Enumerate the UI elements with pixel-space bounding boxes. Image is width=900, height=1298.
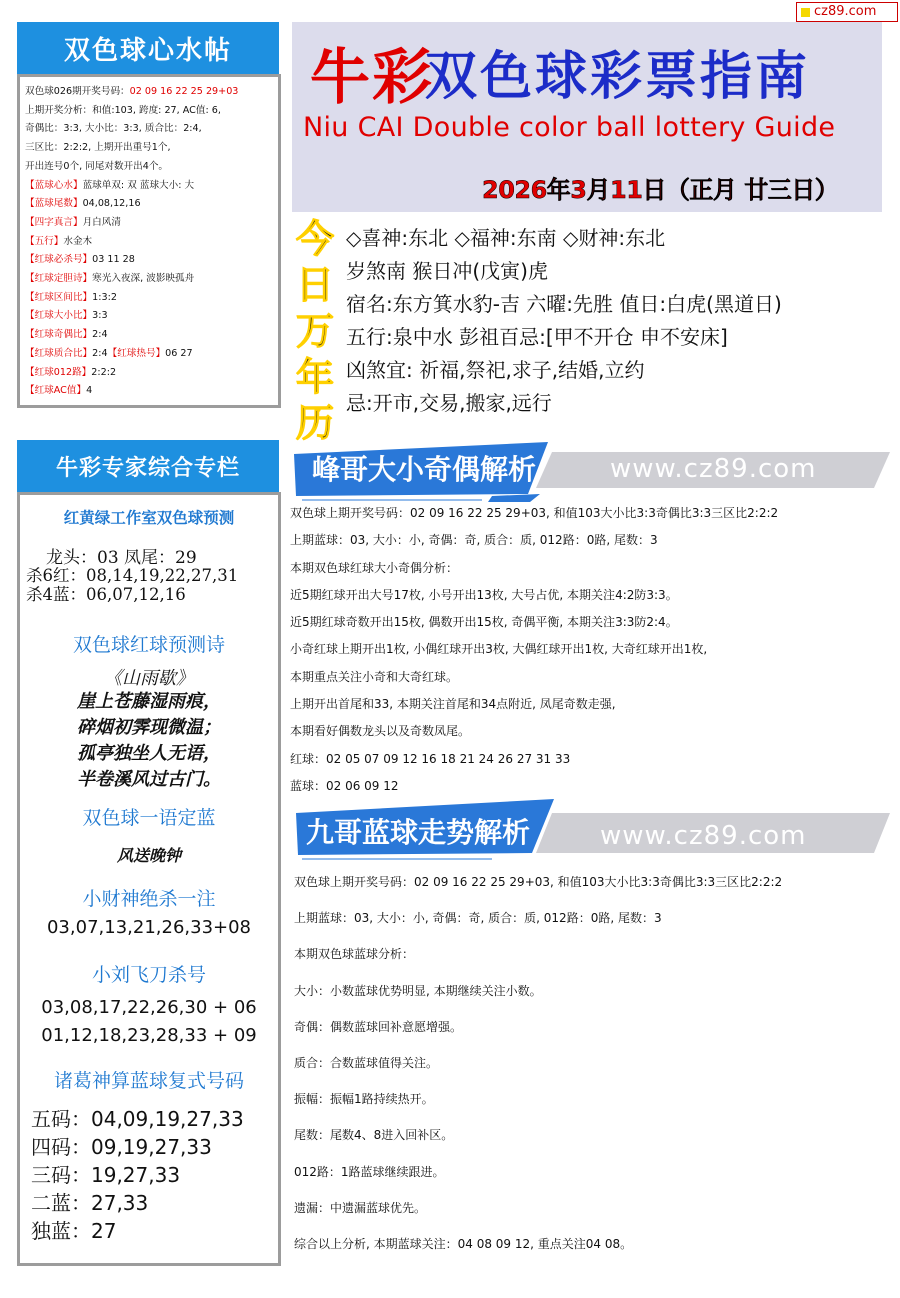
section2-analysis [294, 864, 782, 1262]
analysis-line: 本期重点关注小奇和大奇红球。 [290, 669, 459, 684]
almanac-line: 岁煞南 猴日冲(戊寅)虎 [346, 259, 548, 283]
poem-name: 《山雨歇》 [104, 668, 194, 689]
section1-analysis [290, 500, 778, 800]
kill-red: 杀6红：08,14,19,22,27,31 [26, 566, 239, 585]
info-value: 2:4 [92, 347, 108, 359]
info-line [25, 307, 273, 326]
analysis-line: 奇偶：偶数蓝球回补意愿增强。 [294, 1019, 463, 1034]
info-label: 【蓝球心水】 [25, 179, 83, 191]
poem-title: 双色球红球预测诗 [72, 634, 225, 656]
zhuge-line: 五码：04,09,19,27,33 [31, 1107, 244, 1131]
almanac-vertical-char: 历 [295, 401, 334, 445]
site-badge-text: cz89.com [814, 4, 877, 19]
info-value: 开出连号0个, 同尾对数开出4个。 [25, 160, 169, 172]
info-label: 【红球AC值】 [25, 385, 87, 397]
info-label: 【红球热号】 [107, 347, 166, 359]
yiyu-text: 风送晚钟 [116, 846, 181, 865]
info-value: 03 11 28 [92, 254, 135, 266]
xiaoliu-lines [17, 994, 281, 1050]
analysis-line: 遗漏：中遗漏蓝球优先。 [294, 1200, 427, 1215]
poem-line: 碎烟初霁现微温； [77, 717, 221, 738]
analysis-line: 质合：合数蓝球值得关注。 [294, 1056, 439, 1071]
analysis-line: 综合以上分析, 本期蓝球关注：04 08 09 12, 重点关注04 08。 [294, 1237, 633, 1252]
poem-line: 崖上苍藤湿雨痕， [77, 691, 221, 712]
section2-title: 九哥蓝球走势解析 [306, 816, 531, 849]
xiaocai-text: 03,07,13,21,26,33+08 [46, 917, 252, 938]
info-value: 寒光入夜深, 波影映孤舟 [92, 273, 195, 285]
analysis-line: 振幅：振幅1路持续热开。 [294, 1092, 434, 1107]
xiaoliu-title: 小刘飞刀杀号 [91, 964, 206, 986]
zhuge-line: 二蓝：27,33 [31, 1191, 149, 1215]
header-title-red: 牛彩 [310, 43, 434, 113]
info-value: 奇偶比：3:3, 大小比：3:3, 质合比：2:4, [25, 123, 202, 135]
analysis-line: 上期开出首尾和33, 本期关注首尾和34点附近, 凤尾奇数走强, [290, 697, 616, 712]
almanac-lines [346, 222, 782, 420]
almanac-line: 忌:开市,交易,搬家,远行 [346, 391, 552, 415]
info-line [25, 120, 273, 139]
zhuge-lines [31, 1105, 244, 1245]
info-line [25, 382, 273, 401]
poem-line: 孤亭独坐人无语， [77, 743, 221, 764]
header-title-blue: 双色球彩票指南 [425, 46, 811, 107]
analysis-line: 上期蓝球：03, 大小：小, 奇偶：奇, 质合：质, 012路：0路, 尾数：3 [290, 533, 658, 548]
almanac-vertical-title [292, 216, 338, 446]
info-label: 【红球定胆诗】 [25, 273, 93, 285]
analysis-line: 本期双色球红球大小奇偶分析： [290, 560, 459, 575]
info-line [25, 345, 273, 364]
analysis-line: 本期看好偶数龙头以及奇数凤尾。 [290, 724, 471, 739]
info-line [25, 195, 273, 214]
zhuge-line: 三码：19,27,33 [31, 1163, 181, 1187]
analysis-line: 012路：1路蓝球继续跟进。 [294, 1164, 445, 1179]
info-label: 【红球区间比】 [25, 291, 93, 303]
analysis-line: 小奇红球上期开出1枚, 小偶红球开出3枚, 大偶红球开出1枚, 大奇红球开出1枚, [290, 642, 708, 657]
analysis-line: 双色球上期开奖号码：02 09 16 22 25 29+03, 和值103大小比3:3奇偶比3:3三区比2:2:2 [290, 506, 779, 520]
kill-blue: 杀4蓝：06,07,12,16 [26, 585, 186, 604]
info-line [25, 364, 273, 383]
info-line [25, 158, 273, 177]
almanac-vertical-char: 年 [295, 355, 334, 399]
studio-title: 红黄绿工作室双色球预测 [63, 509, 235, 527]
info-value: 上期开奖分析：和值:103, 跨度: 27, AC值: 6, [25, 104, 221, 116]
analysis-line: 本期双色球蓝球分析： [294, 947, 415, 962]
header-date: 2026年3月11日（正月 廿三日） [482, 176, 839, 204]
info-line [25, 83, 273, 102]
almanac-vertical-char: 万 [295, 309, 334, 353]
info-label: 【红球质合比】 [25, 347, 93, 359]
info-label: 【四字真言】 [25, 216, 83, 228]
info-line [25, 177, 273, 196]
info-value: 1:3:2 [92, 291, 117, 303]
header-title-en: Niu CAI Double color ball lottery Guide [303, 112, 836, 143]
analysis-line: 双色球上期开奖号码：02 09 16 22 25 29+03, 和值103大小比3:3奇偶比3:3三区比2:2:2 [294, 875, 783, 889]
info-value: 06 27 [165, 347, 193, 359]
section1-title: 峰哥大小奇偶解析 [312, 453, 537, 486]
analysis-line: 上期蓝球：03, 大小：小, 奇偶：奇, 质合：质, 012路：0路, 尾数：3 [294, 911, 662, 926]
zhuge-line: 四码：09,19,27,33 [31, 1135, 212, 1159]
analysis-line: 近5期红球开出大号17枚, 小号开出13枚, 大号占优, 本期关注4:2防3:3。 [290, 587, 678, 602]
info-line [25, 214, 273, 233]
site-badge[interactable] [796, 2, 898, 22]
left-panel1-title: 双色球心水帖 [17, 22, 279, 74]
almanac-line: 凶煞宜: 祈福,祭祀,求子,结婚,立约 [346, 358, 645, 382]
poem-lines [17, 689, 281, 793]
section1-banner [292, 438, 892, 500]
xiaocai-title: 小财神绝杀一注 [82, 888, 216, 910]
info-label: 02 09 16 22 25 29+03 [129, 86, 239, 97]
almanac-line: 宿名:东方箕水豹-吉 六曜:先胜 值日:白虎(黑道日) [346, 292, 782, 316]
zhuge-title: 诸葛神算蓝球复式号码 [53, 1070, 244, 1092]
info-label: 【红球大小比】 [25, 310, 93, 322]
info-value: 月白风清 [82, 216, 121, 228]
info-line [25, 233, 273, 252]
info-label: 【红球必杀号】 [25, 254, 93, 266]
left-panel2-title: 牛彩专家综合专栏 [17, 440, 279, 492]
xiaoliu-line: 01,12,18,23,28,33 + 09 [41, 1025, 257, 1046]
section2-url[interactable]: www.cz89.com [600, 821, 807, 851]
info-label: 【红球奇偶比】 [25, 329, 93, 341]
poem-line: 半卷溪风过古门。 [77, 769, 221, 790]
xiaoliu-line: 03,08,17,22,26,30 + 06 [41, 997, 257, 1018]
info-line [25, 270, 273, 289]
left-panel1-box [17, 74, 281, 408]
analysis-line: 大小：小数蓝球优势明显, 本期继续关注小数。 [294, 983, 542, 998]
badge-square-icon [801, 8, 810, 17]
section1-url[interactable]: www.cz89.com [610, 454, 817, 484]
info-line [25, 251, 273, 270]
section2-banner [292, 795, 892, 857]
info-value: 2:2:2 [91, 366, 117, 378]
info-line [25, 139, 273, 158]
analysis-line: 近5期红球奇数开出15枚, 偶数开出15枚, 奇偶平衡, 本期关注3:3防2:4。 [290, 615, 678, 630]
info-label: 【蓝球尾数】 [25, 198, 83, 210]
longtou-fengwei: 龙头：03 凤尾：29 [46, 548, 197, 568]
info-value: 2:4 [92, 329, 108, 341]
info-line [25, 102, 273, 121]
info-value: 水金木 [63, 235, 93, 247]
left-panel1-lines [25, 83, 273, 401]
info-value: 双色球026期开奖号码： [25, 86, 130, 97]
info-value: 3:3 [92, 310, 108, 322]
zhuge-line: 独蓝：27 [31, 1219, 117, 1243]
almanac-line: 五行:泉中水 彭祖百忌:[甲不开仓 申不安床] [346, 325, 728, 349]
info-value: 04,08,12,16 [82, 198, 141, 210]
info-value: 三区比：2:2:2, 上期开出重号1个, [25, 142, 171, 154]
info-line [25, 289, 273, 308]
analysis-line: 尾数：尾数4、8进入回补区。 [294, 1128, 454, 1143]
info-value: 4 [86, 385, 93, 397]
info-label: 【五行】 [25, 235, 64, 247]
analysis-line: 蓝球：02 06 09 12 [290, 778, 399, 793]
analysis-line: 红球：02 05 07 09 12 16 18 21 24 26 27 31 33 [290, 751, 571, 766]
almanac-line: ◇喜神:东北 ◇福神:东南 ◇财神:东北 [346, 226, 666, 250]
almanac-vertical-char: 今 [295, 217, 334, 261]
info-label: 【红球012路】 [25, 366, 92, 378]
yiyu-title: 双色球一语定蓝 [82, 807, 216, 829]
info-line [25, 326, 273, 345]
almanac-vertical-char: 日 [295, 263, 334, 307]
info-value: 蓝球单双: 双 蓝球大小: 大 [82, 179, 195, 191]
